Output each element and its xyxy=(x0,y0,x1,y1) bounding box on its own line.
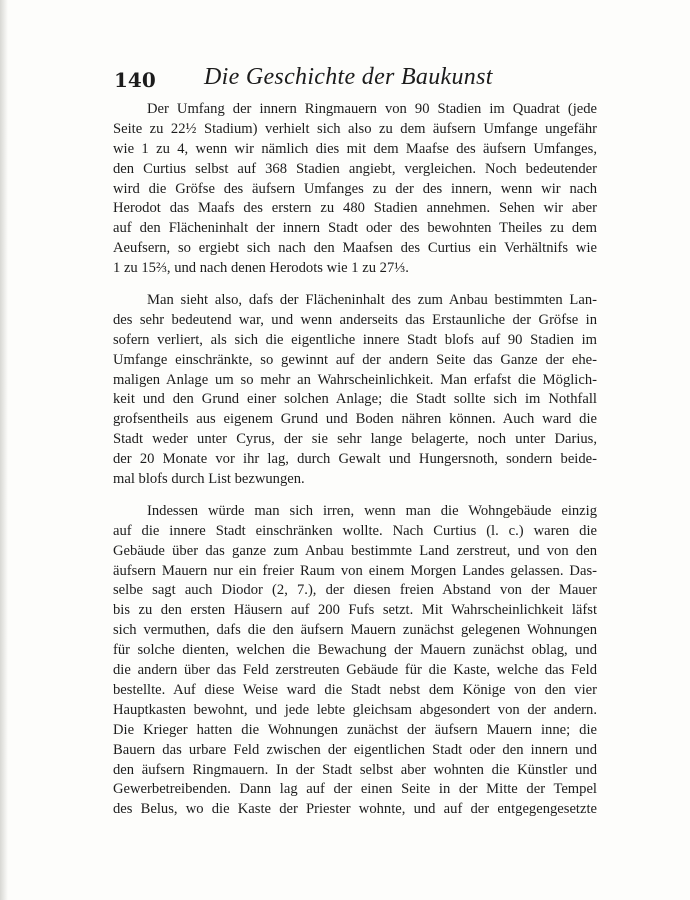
text-line: keit und den Grund einer solchen Anlage; die Stadt sollte sich im Nothfall xyxy=(113,391,597,408)
text-line: bis zu den ersten Häusern auf 200 Fufs setzt. Mit Wahrscheinlichkeit läfst xyxy=(113,602,597,619)
text-line: Umfange einschränkte, so gewinnt auf der andern Seite das Ganze der ehe- xyxy=(113,351,597,368)
text-line: wird die Gröfse des äufsern Umfanges zu der des innern, wenn wir nach xyxy=(113,180,597,197)
paragraph xyxy=(113,291,597,490)
text-line: selbe sagt auch Diodor (2, 7.), der diesen freien Abstand von der Mauer xyxy=(113,582,597,599)
body-text xyxy=(113,100,597,820)
text-line: Die Krieger hatten die Wohnungen zunächst der äufsern Mauern inne; die xyxy=(113,721,597,738)
text-line: Aeufsern, so ergiebt sich nach den Maafsen des Curtius ein Verhältnifs wie xyxy=(113,240,597,257)
text-line: 1 zu 15⅔, und nach denen Herodots wie 1 zu 27⅓. xyxy=(113,260,409,277)
text-line: den äufsern Ringmauern. In der Stadt selbst aber wohnten die Künstler und xyxy=(113,761,597,778)
text-line: Seite zu 22½ Stadium) verhielt sich also zu dem äufsern Umfange ungefähr xyxy=(113,120,597,137)
text-line: den Curtius selbst auf 368 Stadien angiebt, vergleichen. Noch bedeutender xyxy=(113,160,597,177)
text-line: des sehr bedeutend war, und wenn anderseits das Erstaunliche der Gröfse in xyxy=(113,311,597,328)
text-line: äufsern Mauern nur ein freier Raum von einem Morgen Landes gelassen. Das- xyxy=(113,562,597,579)
text-line: Der Umfang der innern Ringmauern von 90 Stadien im Quadrat (jede xyxy=(147,101,597,117)
text-line: auf den Flächeninhalt der innern Stadt oder des bewohnten Theiles zu dem xyxy=(113,220,597,237)
text-line: Stadt weder unter Cyrus, der sie sehr lange belagerte, noch unter Darius, xyxy=(113,431,597,448)
text-line: grofsentheils aus eigenem Grund und Boden nähren können. Auch ward die xyxy=(113,411,597,428)
text-line: des Belus, wo die Kaste der Priester wohnte, und auf der entgegengesetzte xyxy=(113,801,597,818)
running-title: Die Geschichte der Baukunst xyxy=(204,64,493,90)
text-line: Man sieht also, dafs der Flächeninhalt des zum Anbau bestimmten Lan- xyxy=(147,292,597,309)
text-line: wie 1 zu 4, wenn wir nämlich dies mit dem Maafse des äufsern Umfanges, xyxy=(113,140,597,157)
paragraph xyxy=(113,502,597,820)
text-line: der 20 Monate vor ihr lag, durch Gewalt und Hungersnoth, sondern beide- xyxy=(113,451,597,468)
text-line: mal blofs durch List bezwungen. xyxy=(113,471,305,488)
text-line: sofern verliert, als sich die eigentliche innere Stadt blofs auf 90 Stadien im xyxy=(113,331,597,348)
text-line: bestellte. Auf diese Weise ward die Stadt nebst dem Könige von den vier xyxy=(113,681,597,698)
page-header xyxy=(114,64,594,98)
text-line: Herodot das Maafs des erstern zu 480 Stadien annehmen. Sehen wir aber xyxy=(113,200,597,217)
text-line: für solche dienten, welchen die Bewachung der Mauern zunächst oblag, und xyxy=(113,642,597,659)
paragraph xyxy=(113,100,597,279)
page-number: 140 xyxy=(114,68,156,92)
text-line: maligen Anlage um so mehr an Wahrscheinlichkeit. Man erfafst die Möglich- xyxy=(113,371,597,388)
text-line: auf die innere Stadt einschränken wollte. Nach Curtius (l. c.) waren die xyxy=(113,522,597,539)
text-line: Hauptkasten bewohnt, und jede lebte gleichsam abgesondert von der andern. xyxy=(113,701,597,718)
text-line: Gewerbetreibenden. Dann lag auf der einen Seite in der Mitte der Tempel xyxy=(113,781,597,798)
text-line: sich vermuthen, dafs die den äufsern Mauern zunächst gelegenen Wohnungen xyxy=(113,622,597,639)
text-line: Bauern das urbare Feld zwischen der eigentlichen Stadt oder den innern und xyxy=(113,741,597,758)
text-line: Gebäude über das ganze zum Anbau bestimmte Land zerstreut, und von den xyxy=(113,542,597,559)
text-line: die andern über das Feld zerstreuten Gebäude für die Kaste, welche das Feld xyxy=(113,662,597,679)
text-line: Indessen würde man sich irren, wenn man die Wohngebäude einzig xyxy=(147,502,597,519)
